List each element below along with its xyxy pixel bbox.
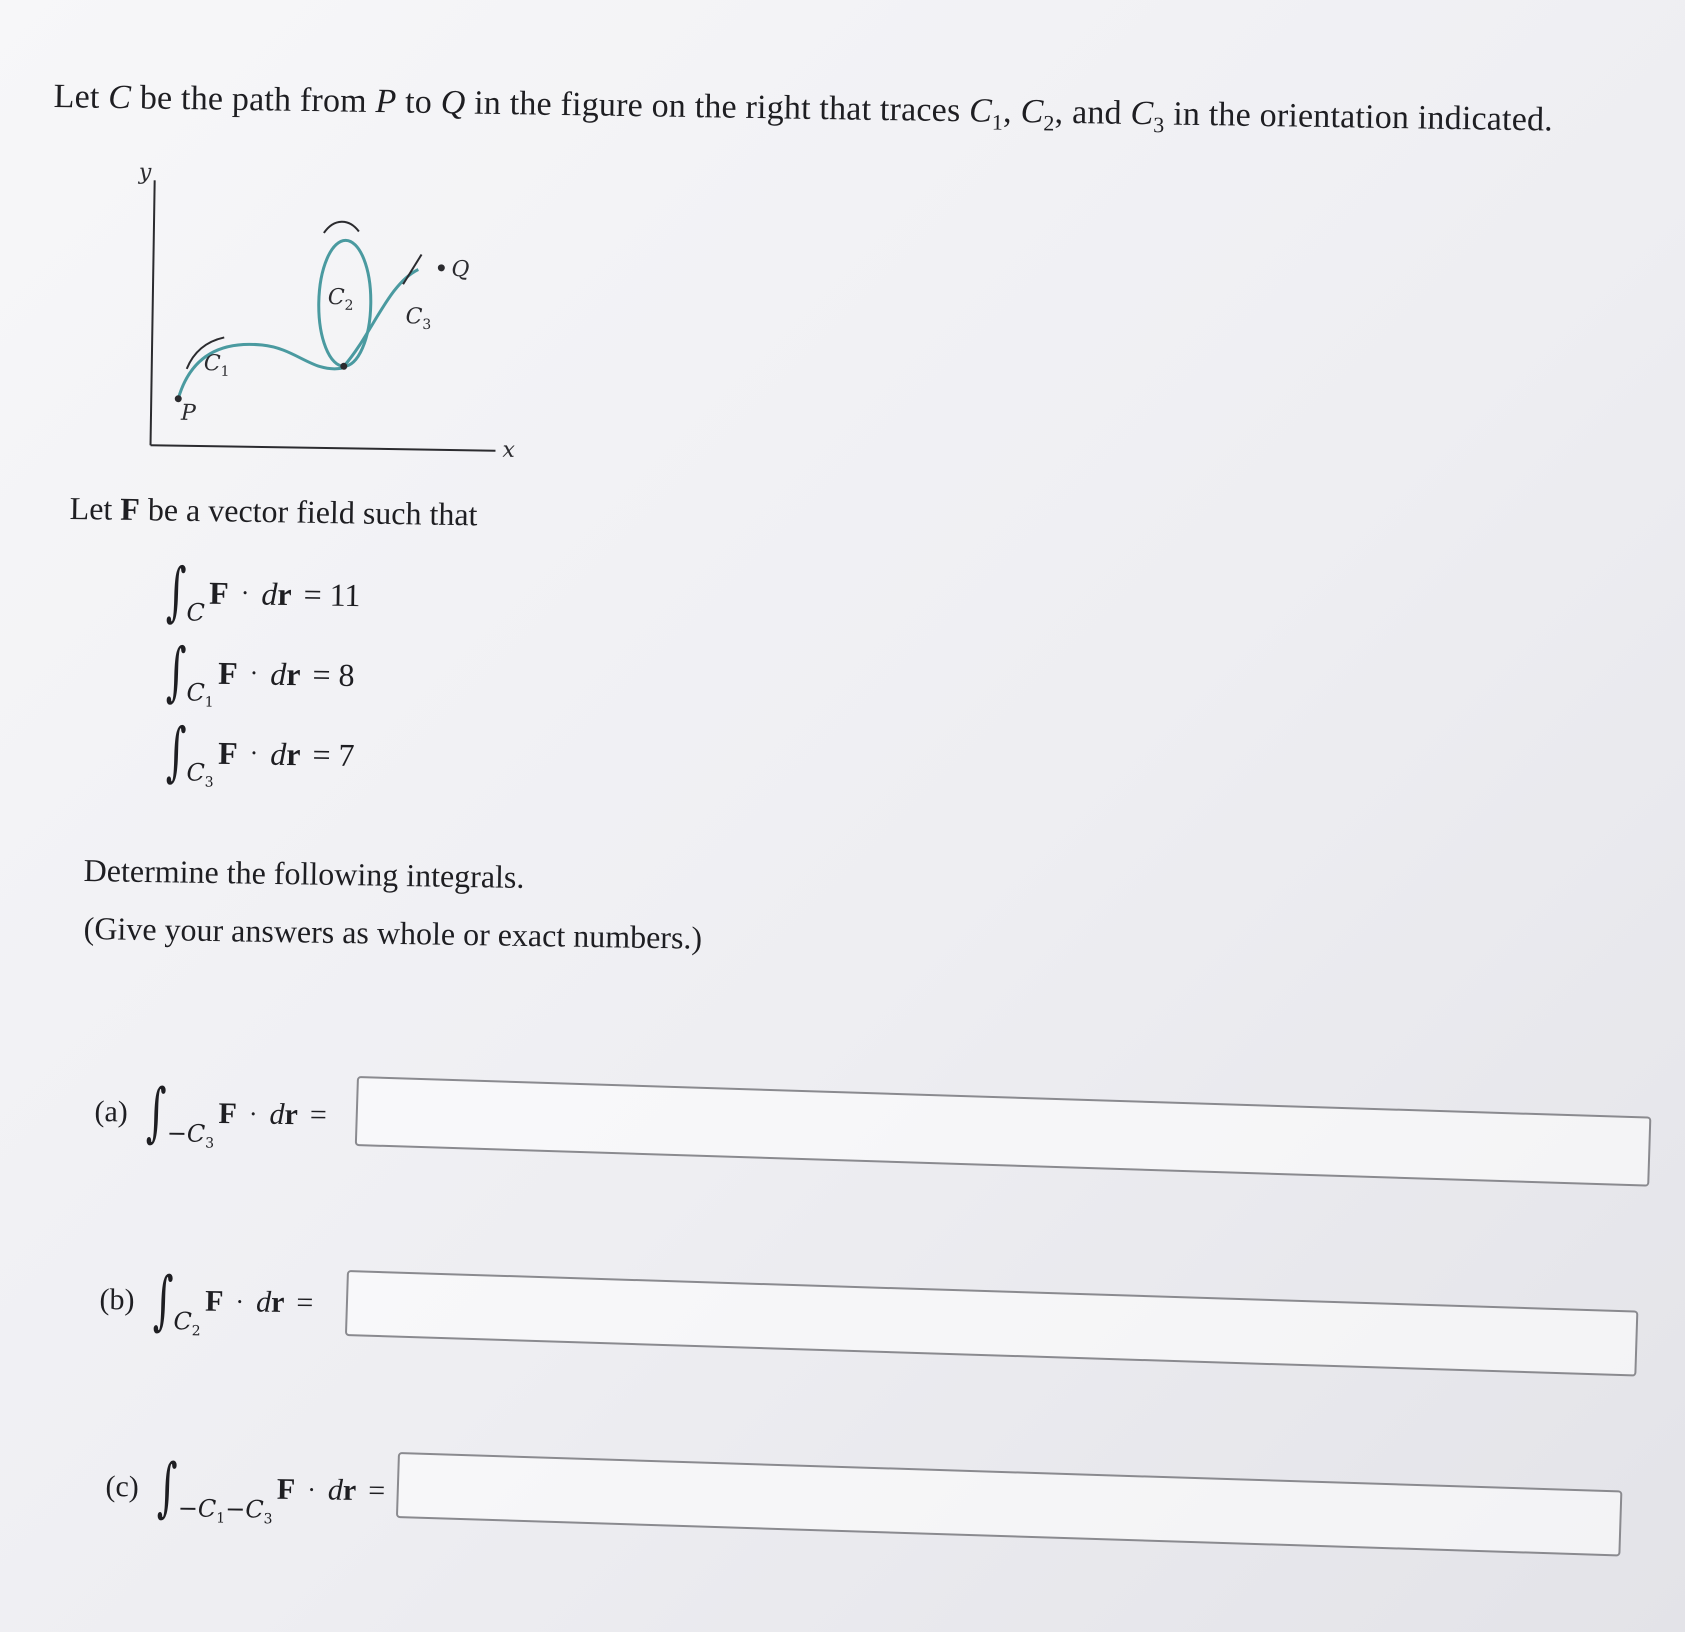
problem-statement [53,78,1553,144]
intro-text: , [1002,92,1021,131]
part-b-label: (b) [99,1282,135,1317]
instructions-heading: Determine the following integrals. [83,852,525,895]
part-b [99,1263,314,1340]
integral-sub-index: 1 [216,1510,226,1527]
point-p-symbol: P [375,83,397,121]
integral-sub-letter: −C [224,1494,264,1524]
integral-sub-index: 3 [205,1135,215,1152]
c3-subscript: 3 [1153,112,1165,138]
c2-figure-subscript: 2 [344,297,354,314]
c1-subscript: 1 [991,109,1004,135]
integral-sign-icon: ∫ [145,1075,168,1151]
integrand-f: F [208,574,230,611]
y-axis-label: y [138,160,152,186]
integral-sub-index: 2 [191,1323,201,1340]
point-q-label: Q [451,256,470,283]
integrand-f: F [276,1472,296,1506]
integral-sub-letter: C [186,598,206,627]
field-text: Let [69,490,121,527]
integral-subscript [186,599,205,631]
intro-text: Let [53,78,109,116]
integral-subscript [186,679,214,711]
integral-sign-icon: ∫ [165,635,187,710]
dot-operator: · [248,1099,258,1129]
differential: dr [269,1097,299,1132]
given-integral-c1 [159,635,355,711]
differential: dr [270,655,301,692]
field-text: be a vector field such that [139,491,478,533]
c2-orientation-arrow [324,221,359,233]
integrand-f: F [204,1284,224,1318]
dot-operator: · [249,658,259,688]
integral-sub-letter: C [186,678,206,707]
integral-subscript [178,1494,273,1527]
c3-figure-letter: C [405,304,423,330]
vector-field-statement [69,490,477,533]
point-q-dot [438,264,445,271]
integral-sub-letter: C [186,758,206,787]
differential: dr [327,1473,357,1507]
equals-sign: = [309,1098,328,1132]
c1-figure-subscript: 1 [220,363,230,380]
equals-sign: = [367,1474,386,1508]
given-integral-c [159,555,361,630]
integral-subscript [186,759,214,791]
equals-sign: = [296,1286,314,1320]
c3-orientation-arrow [403,254,421,284]
answer-input-b[interactable] [345,1270,1638,1377]
integral-sub-index: 1 [204,694,214,711]
c2-symbol: C [1020,93,1044,131]
integral-sub-letter: C [173,1307,193,1336]
integrand-f: F [217,734,238,771]
integral-sign-icon: ∫ [156,1450,179,1526]
dot-operator: · [240,578,250,608]
integral-sign-icon: ∫ [165,555,187,630]
c1-symbol: C [968,92,993,130]
c1-figure-letter: C [203,351,221,377]
integral-sign-icon: ∫ [165,715,187,790]
integral-value: = 7 [312,735,355,773]
integral-sub-letter: −C [177,1494,217,1523]
c3-figure-subscript: 3 [422,316,432,334]
dot-operator: · [235,1287,245,1317]
dot-operator: · [307,1475,317,1505]
integral-sub-index: 3 [263,1511,273,1528]
c2-figure-label [328,285,354,314]
x-axis [151,445,496,450]
y-axis [151,180,155,445]
intro-text: in the orientation indicated. [1164,95,1554,139]
part-c-label: (c) [105,1469,140,1504]
integral-sign-icon: ∫ [152,1263,174,1339]
differential: dr [270,735,301,772]
answer-input-a[interactable] [355,1076,1652,1187]
c2-figure-letter: C [327,285,345,311]
path-c-symbol: C [108,78,132,117]
integrand-f: F [218,1096,238,1131]
part-a [94,1075,328,1152]
c3-symbol: C [1130,94,1154,133]
part-a-label: (a) [94,1094,129,1129]
path-figure [130,160,525,486]
intro-text: , and [1054,93,1131,132]
point-q-symbol: Q [440,84,466,122]
field-f-symbol: F [120,490,141,528]
integral-value: = 11 [303,575,361,613]
x-axis-label: x [502,437,516,464]
integral-value: = 8 [312,655,355,693]
c2-subscript: 2 [1043,110,1055,136]
given-integral-c3 [159,715,355,791]
integral-sub-letter: −C [166,1119,206,1148]
differential: dr [255,1285,285,1319]
integral-subscript [173,1307,201,1339]
c1-figure-label [204,351,230,380]
integral-sub-index: 3 [204,774,214,791]
c3-figure-label [405,304,431,333]
intro-text: be the path from [130,79,376,121]
point-p-label: P [180,400,197,426]
differential: dr [261,575,292,612]
intro-text: to [396,83,442,122]
answer-input-c[interactable] [396,1452,1622,1556]
part-c [105,1450,386,1528]
integrand-f: F [217,654,238,691]
answer-format-note: (Give your answers as whole or exact numbers.) [83,910,703,956]
dot-operator: · [249,738,259,768]
intro-text: in the figure on the right that traces [465,84,970,130]
integral-subscript [167,1119,215,1152]
path-diagram-svg [130,160,525,486]
